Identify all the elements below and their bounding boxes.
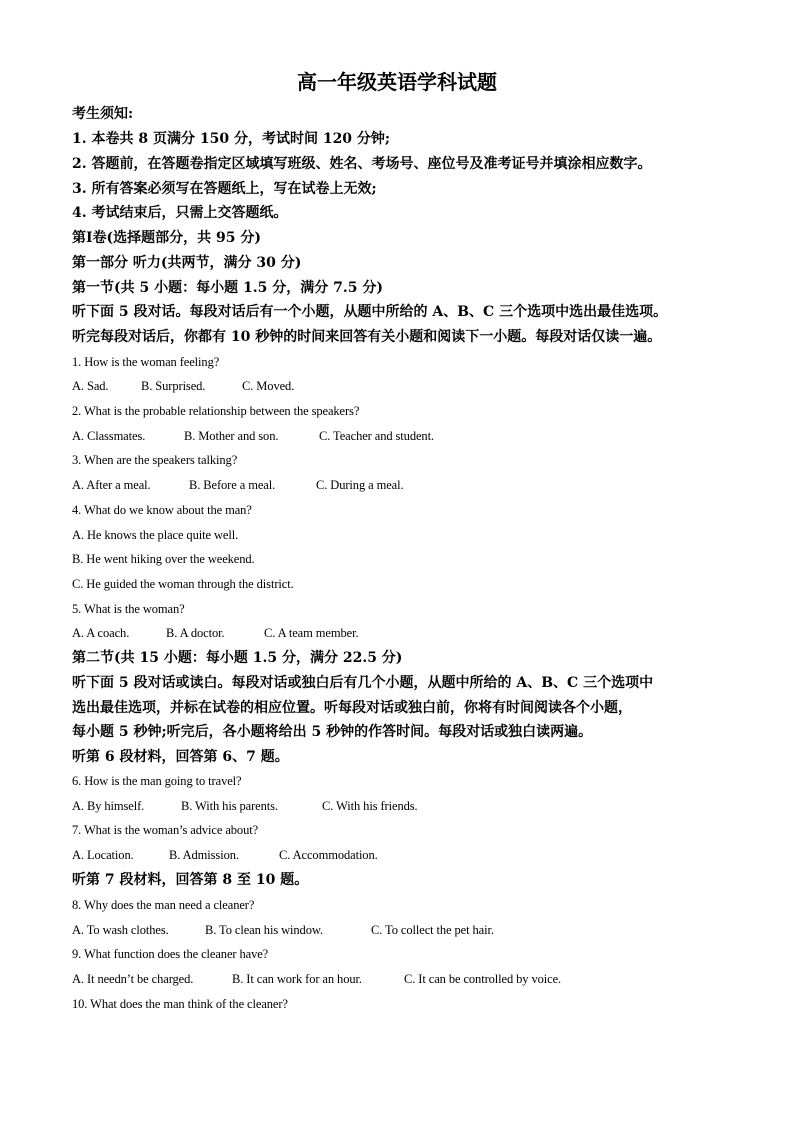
option-a: A. After a meal. [72,478,151,492]
option-b: B. He went hiking over the weekend. [72,552,255,566]
question-stem: 9. What function does the cleaner have? [72,947,269,961]
question-options [72,427,434,445]
notice-heading: 考生须知: [72,106,134,122]
question-options [72,624,358,642]
option-b: B. A doctor. [166,626,225,640]
section1-instruction: 听完每段对话后，你都有 10 秒钟的时间来回答有关小题和阅读下一小题。每段对话仅读一遍。 [72,329,662,345]
option-a: A. By himself. [72,799,145,813]
question-stem: 4. What do we know about the man? [72,503,252,517]
option-b: B. It can work for an hour. [232,972,362,986]
question-stem: 6. How is the man going to travel? [72,774,242,788]
section1-instruction: 听下面 5 段对话。每段对话后有一个小题，从题中所给的 A、B、C 三个选项中选出最佳选项。 [72,304,668,320]
option-b: B. Surprised. [141,379,206,393]
notice-item: 2. 答题前，在答题卷指定区域填写班级、姓名、考场号、座位号及准考证号并填涂相应数字。 [72,156,652,172]
option-c: C. Moved. [242,379,295,393]
question-stem: 2. What is the probable relationship between the speakers? [72,404,360,418]
question-options [72,970,561,988]
option-a: A. Classmates. [72,429,146,443]
option-b: B. To clean his window. [205,923,323,937]
option-b: B. Before a meal. [189,478,276,492]
question-stem: 10. What does the man think of the cleaner? [72,997,288,1011]
question-stem: 7. What is the woman’s advice about? [72,823,259,837]
option-c: C. Accommodation. [279,848,378,862]
option-c: C. To collect the pet hair. [371,923,494,937]
question-options [72,921,494,939]
option-c: C. A team member. [264,626,359,640]
page-title: 高一年级英语学科试题 [297,70,497,94]
option-c: C. It can be controlled by voice. [404,972,562,986]
section1-heading: 第一节(共 5 小题：每小题 1.5 分，满分 7.5 分) [72,280,383,296]
option-b: B. Mother and son. [184,429,279,443]
question-options [72,476,404,494]
option-c: C. With his friends. [322,799,418,813]
option-a: A. Sad. [72,379,109,393]
question-stem: 8. Why does the man need a cleaner? [72,898,255,912]
option-c: C. During a meal. [316,478,404,492]
option-a: A. Location. [72,848,134,862]
volume-heading: 第Ⅰ卷(选择题部分，共 95 分) [72,230,262,246]
section2-instruction: 听下面 5 段对话或读白。每段对话或独白后有几个小题，从题中所给的 A、B、C 三个选项中 [72,675,654,691]
option-a: A. It needn’t be charged. [72,972,194,986]
option-a: A. He knows the place quite well. [72,528,239,542]
question-stem: 1. How is the woman feeling? [72,355,220,369]
option-c: C. He guided the woman through the district. [72,577,294,591]
option-a: A. To wash clothes. [72,923,169,937]
question-stem: 5. What is the woman? [72,602,185,616]
notice-item: 3. 所有答案必须写在答题纸上，写在试卷上无效; [72,181,377,197]
question-stem: 3. When are the speakers talking? [72,453,238,467]
option-a: A. A coach. [72,626,130,640]
section2-instruction: 每小题 5 秒钟;听完后，各小题将给出 5 秒钟的作答时间。每段对话或独白读两遍。 [72,724,593,740]
option-b: B. Admission. [169,848,239,862]
section2-instruction: 选出最佳选项，并标在试卷的相应位置。听每段对话或独白前，你将有时间阅读各个小题， [72,700,632,716]
part-heading: 第一部分 听力(共两节，满分 30 分) [72,255,302,271]
notice-item: 1. 本卷共 8 页满分 150 分，考试时间 120 分钟; [72,131,391,147]
question-options [72,846,378,864]
question-options [72,797,418,815]
option-c: C. Teacher and student. [319,429,434,443]
material-heading: 听第 7 段材料，回答第 8 至 10 题。 [72,872,309,888]
option-b: B. With his parents. [181,799,278,813]
section2-heading: 第二节(共 15 小题：每小题 1.5 分，满分 22.5 分) [72,650,403,666]
notice-item: 4. 考试结束后，只需上交答题纸。 [72,205,288,221]
question-options [72,377,294,395]
material-heading: 听第 6 段材料，回答第 6、7 题。 [72,749,289,765]
